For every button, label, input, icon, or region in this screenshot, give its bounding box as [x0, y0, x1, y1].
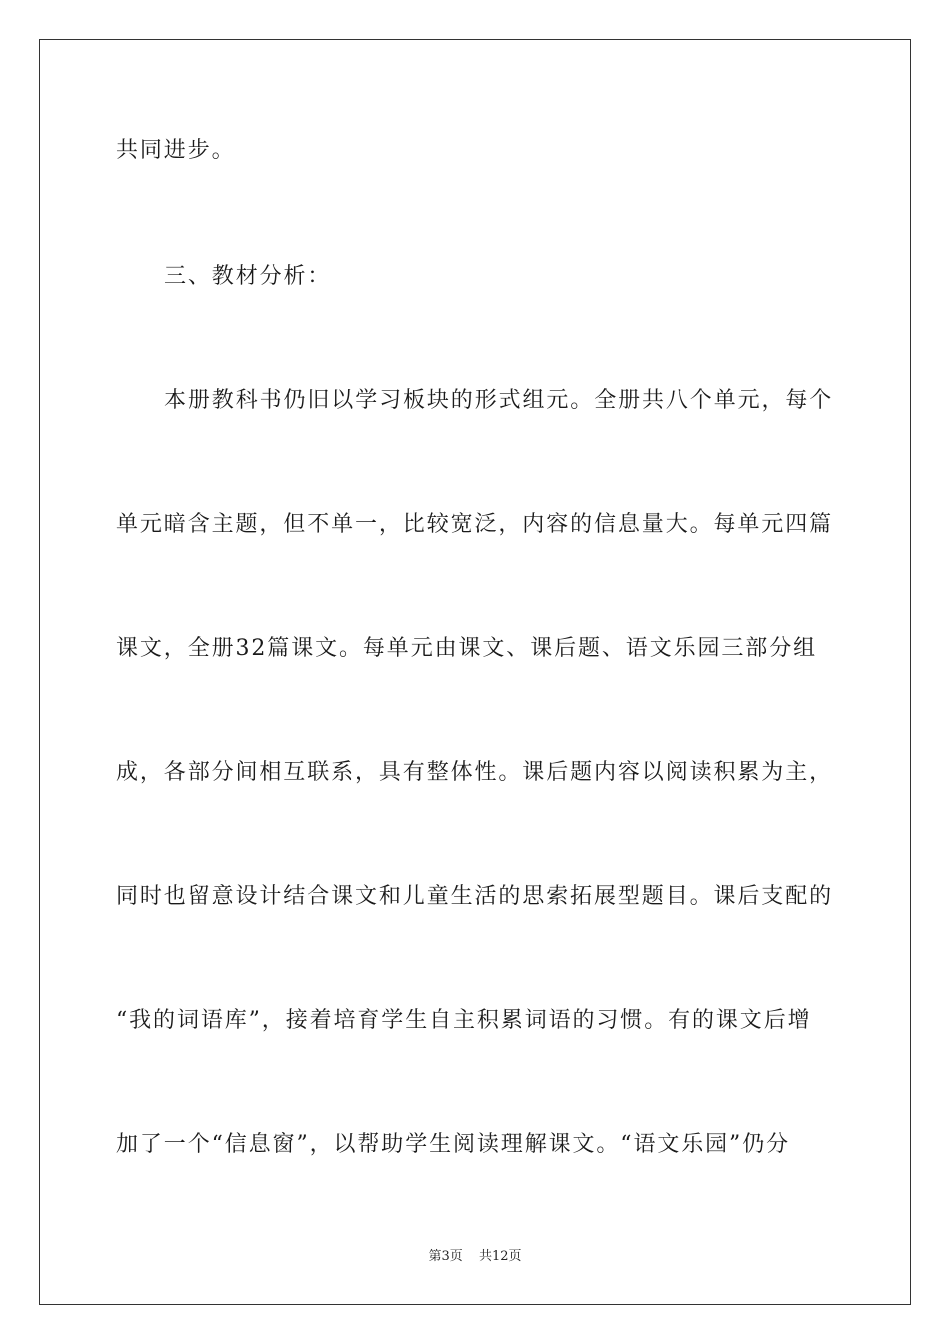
section-heading: 三、教材分析：	[164, 264, 332, 289]
page-number-current: 第3页	[428, 1249, 463, 1264]
text-line-1: 共同进步。	[116, 138, 236, 163]
text-line-4: 单元暗含主题，但不单一，比较宽泛，内容的信息量大。每单元四篇	[116, 512, 834, 537]
page-border	[39, 39, 911, 1305]
page-footer	[0, 1248, 950, 1266]
text-line-3: 本册教科书仍旧以学习板块的形式组元。全册共八个单元，每个	[164, 388, 834, 413]
text-line-5: 课文，全册32篇课文。每单元由课文、课后题、语文乐园三部分组	[116, 636, 817, 661]
page-number-total: 共12页	[478, 1249, 522, 1264]
text-line-7: 同时也留意设计结合课文和儿童生活的思索拓展型题目。课后支配的	[116, 884, 834, 909]
text-line-6: 成，各部分间相互联系，具有整体性。课后题内容以阅读积累为主，	[116, 760, 834, 785]
text-line-8: “我的词语库”，接着培育学生自主积累词语的习惯。有的课文后增	[116, 1008, 812, 1033]
text-line-9: 加了一个“信息窗”，以帮助学生阅读理解课文。“语文乐园”仍分	[116, 1132, 790, 1157]
